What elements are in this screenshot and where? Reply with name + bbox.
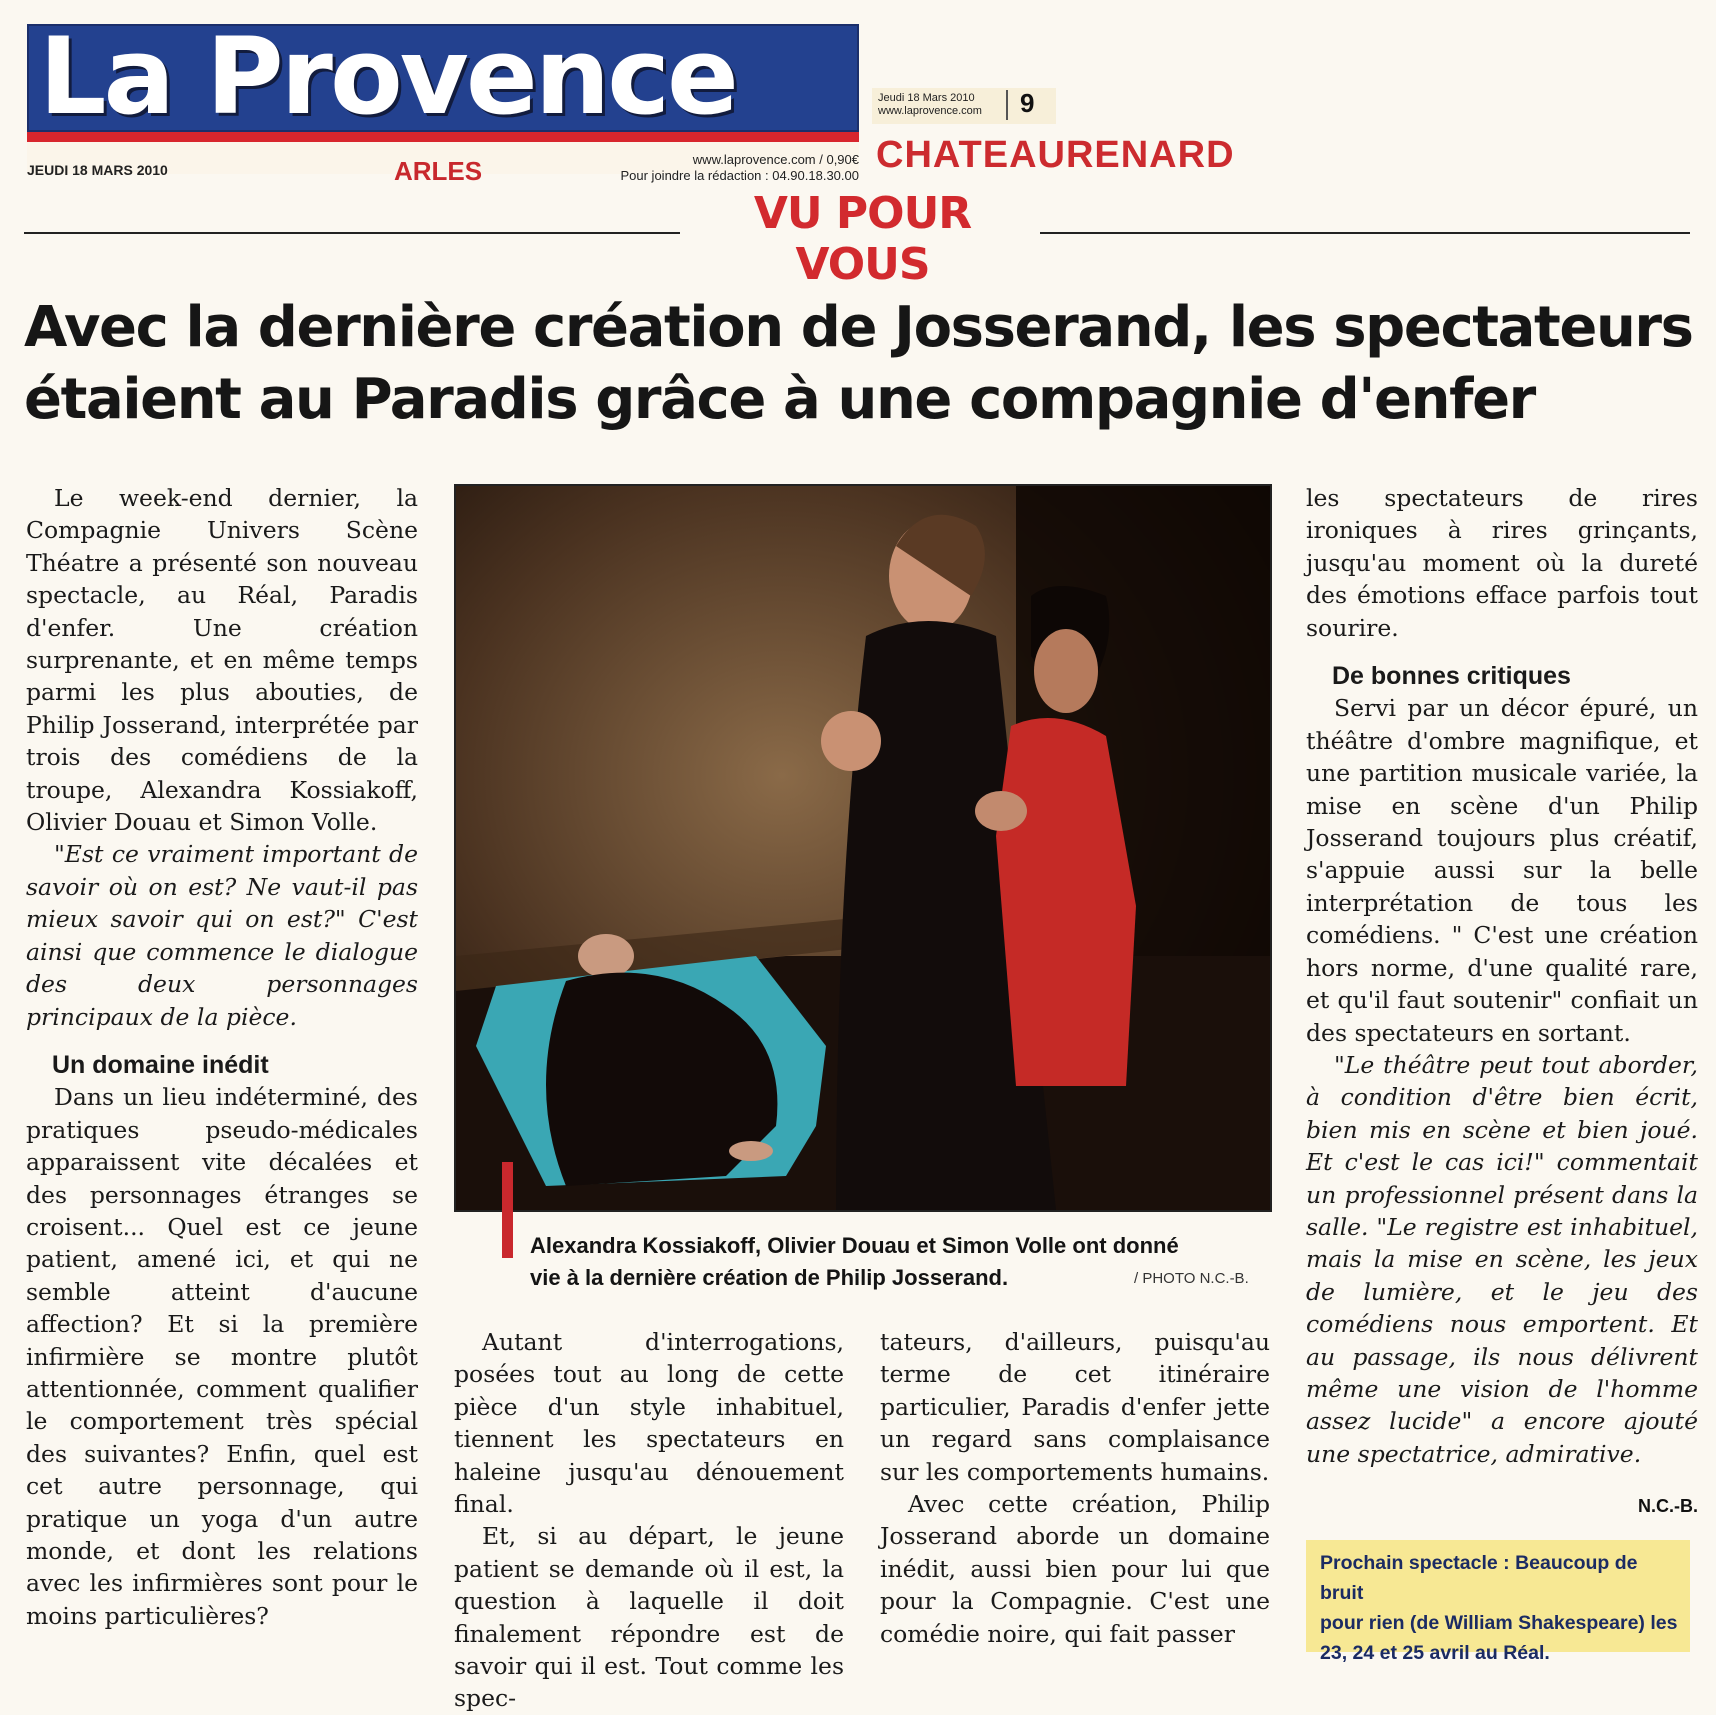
- paragraph: Autant d'interrogations, posées tout au long de cette pièce d'un style inhabituel, tiennent les spectateurs en haleine jusqu'au dénouement final.: [454, 1328, 844, 1519]
- paragraph: Et, si au départ, le jeune patient se demande où il est, la question à laquelle il doit finalement répondre est de savoir qui il est. Tout comme les spec-: [454, 1522, 844, 1713]
- article-column-1: [26, 482, 418, 1632]
- rubric-rule-left: [24, 232, 680, 234]
- divider: [1006, 90, 1008, 120]
- article-column-2: [454, 1326, 844, 1715]
- paragraph: Le week-end dernier, la Compagnie Univers Scène Théatre a présenté son nouveau spectacle, au Réal, Paradis d'enfer. Une création surprenante, et en même temps parmi les plus abouties, de Philip Josserand, interprétée par trois des comédiens de la troupe, Alexandra Kossiakoff, Olivier Douau et Simon Volle.: [26, 484, 418, 837]
- web-price: www.laprovence.com / 0,90€: [692, 152, 859, 167]
- paragraph: Dans un lieu indéterminé, des pratiques pseudo-médicales apparaissent vite décalées et des personnages étranges se croisent... Quel est ce jeune patient, amené ici, et qui ne semble atteint d'aucune affection? Et si la première infirmière se montre plutôt attentionnée, comment qualifier le comportement très spécial des suivantes? Enfin, quel est cet autre personnage, qui pratique un yoga d'un autre monde, et dont les relations avec les infirmières sont pour le moins particulières?: [26, 1083, 418, 1630]
- article-photo: [454, 484, 1272, 1212]
- caption-line-2: vie à la dernière création de Philip Josserand.: [530, 1265, 1009, 1290]
- article-column-4: [1306, 482, 1698, 1470]
- next-show-line-1: Prochain spectacle : Beaucoup de bruit: [1320, 1552, 1638, 1604]
- page-number: 9: [1020, 88, 1035, 118]
- newsroom-phone: Pour joindre la rédaction : 04.90.18.30.00: [620, 168, 859, 183]
- subheading: De bonnes critiques: [1332, 662, 1571, 691]
- next-show-text: [1320, 1548, 1680, 1668]
- rubric-rule-right: [1040, 232, 1690, 234]
- next-show-box: [1306, 1540, 1690, 1664]
- town-section-title: CHATEAURENARD: [876, 134, 1235, 176]
- caption-marker: [502, 1162, 513, 1258]
- logo-text: La Provence: [39, 24, 736, 132]
- photo-credit: / PHOTO N.C.-B.: [1134, 1270, 1249, 1287]
- issue-date: JEUDI 18 MARS 2010: [27, 162, 168, 178]
- paragraph: les spectateurs de rires ironiques à rires grinçants, jusqu'au moment où la dureté des émotions efface parfois tout sourire.: [1306, 484, 1698, 642]
- masthead: [27, 24, 859, 186]
- paragraph-quote: "Le théâtre peut tout aborder, à condition d'être bien écrit, bien mis en scène et bien joué. Et c'est le cas ici!" commentait un professionnel présent dans la salle. "Le registre est inhabituel, mais la mise en scène, les jeux de lumière, et le jeu des comédiens nous emportent. Et au passage, ils nous délivrent même une vision de l'homme assez lucide" a encore ajouté une spectatrice, admirative.: [1306, 1050, 1698, 1468]
- stage-scene-image: [456, 486, 1270, 1210]
- newspaper-logo: [27, 24, 859, 132]
- headline-line-2: étaient au Paradis grâce à une compagnie d'enfer: [24, 367, 1535, 432]
- edition-city: ARLES: [394, 156, 483, 186]
- contact-info: [607, 152, 859, 184]
- rubric-title: VU POUR VOUS: [753, 188, 972, 290]
- mini-site: www.laprovence.com: [878, 105, 982, 117]
- mini-date-block: [878, 92, 982, 118]
- paragraph: Servi par un décor épuré, un théâtre d'ombre magnifique, et une partition musicale variée, la mise en scène d'un Philip Josserand toujours plus créatif, s'appuie aussi sur la belle interprétation de tous les comédiens. " C'est une création hors norme, d'une qualité rare, et qu'il faut soutenir" confiait un des spectateurs en sortant.: [1306, 694, 1698, 1047]
- caption-line-1: Alexandra Kossiakoff, Olivier Douau et Simon Volle ont donné: [530, 1233, 1179, 1258]
- subheading: Un domaine inédit: [52, 1050, 269, 1079]
- author-signature: N.C.-B.: [1638, 1496, 1698, 1516]
- paragraph: tateurs, d'ailleurs, puisqu'au terme de cet itinéraire particulier, Paradis d'enfer jette un regard sans complaisance sur les comportements humains.: [880, 1328, 1270, 1486]
- logo-underline: [27, 132, 859, 142]
- next-show-line-2: pour rien (de William Shakespeare) les: [1320, 1612, 1678, 1634]
- mini-date: Jeudi 18 Mars 2010: [878, 92, 975, 104]
- page-header-mini: [872, 88, 1056, 124]
- paragraph-quote: "Est ce vraiment important de savoir où on est? Ne vaut-il pas mieux savoir qui on est?" C'est ainsi que commence le dialogue des deux personnages principaux de la pièce.: [26, 840, 418, 1031]
- article-column-3: [880, 1326, 1270, 1650]
- headline-line-1: Avec la dernière création de Josserand, les spectateurs: [24, 295, 1693, 360]
- next-show-line-3: 23, 24 et 25 avril au Réal.: [1320, 1642, 1550, 1664]
- paragraph: Avec cette création, Philip Josserand aborde un domaine inédit, aussi bien pour lui que pour la Compagnie. C'est une comédie noire, qui fait passer: [880, 1490, 1270, 1648]
- article-headline: [24, 292, 1704, 436]
